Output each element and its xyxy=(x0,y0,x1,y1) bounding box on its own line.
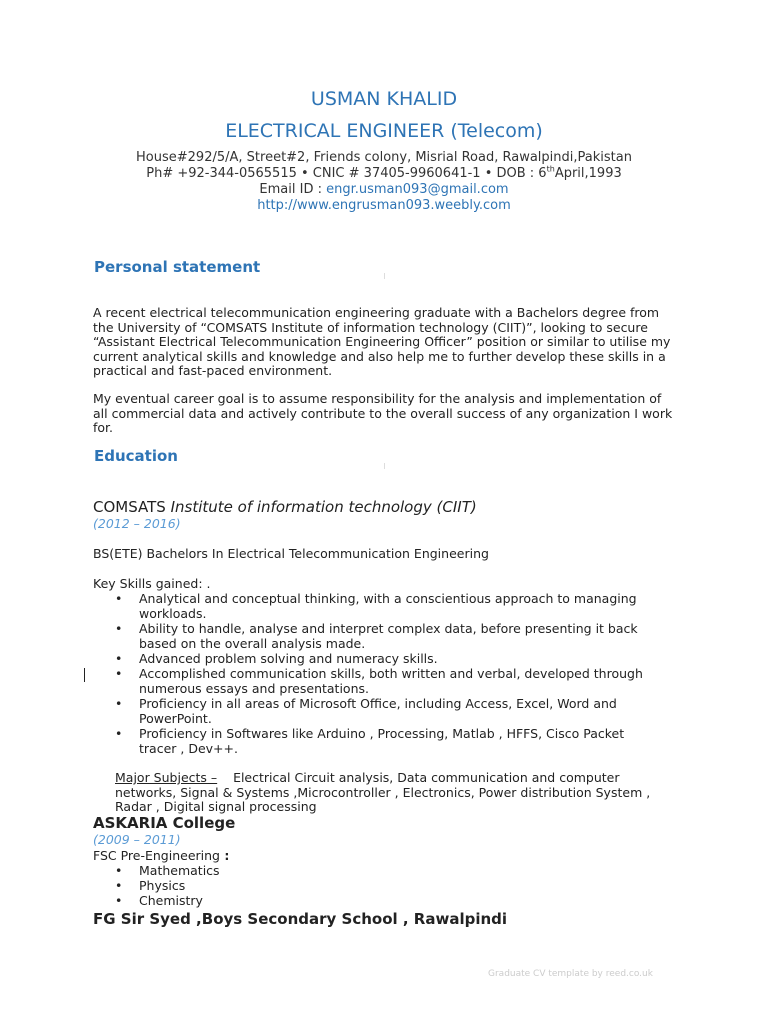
bullet-icon: • xyxy=(115,863,123,878)
separator-mark xyxy=(384,463,385,469)
email-label: Email ID : xyxy=(259,182,327,197)
key-skills-list xyxy=(93,591,653,756)
phone-cnic-dob-line xyxy=(0,166,768,182)
list-item xyxy=(93,666,653,696)
list-item xyxy=(93,863,653,878)
bullet-icon: • xyxy=(115,726,123,741)
askaria-subjects-list xyxy=(93,863,653,908)
askaria-program xyxy=(93,848,229,863)
askaria-institution: ASKARIA College xyxy=(93,814,236,832)
subject-text: Physics xyxy=(139,878,186,893)
list-item xyxy=(93,696,653,726)
askaria-program-name: FSC Pre-Engineering xyxy=(93,848,220,863)
subject-text: Mathematics xyxy=(139,863,220,878)
skill-text: Analytical and conceptual thinking, with a conscientious approach to managing workloads. xyxy=(139,591,637,621)
bullet-icon: • xyxy=(115,878,123,893)
list-item xyxy=(93,591,653,621)
personal-statement-heading: Personal statement xyxy=(94,258,261,276)
bullet-icon: • xyxy=(115,666,123,681)
list-item xyxy=(93,621,653,651)
template-credit-footer: Graduate CV template by reed.co.uk xyxy=(488,969,653,979)
cv-header xyxy=(0,86,768,214)
skill-text: Accomplished communication skills, both written and verbal, developed through numerous essays and presentations. xyxy=(139,666,643,696)
candidate-name: USMAN KHALID xyxy=(310,88,458,110)
comsats-years: (2012 – 2016) xyxy=(93,516,181,531)
bullet-icon: • xyxy=(115,591,123,606)
email-line xyxy=(0,182,768,198)
bullet-icon: • xyxy=(115,893,123,908)
dob-superscript: th xyxy=(546,164,555,174)
list-item xyxy=(93,651,653,666)
skill-text: Proficiency in all areas of Microsoft Office, including Access, Excel, Word and PowerPoint. xyxy=(139,696,617,726)
subject-text: Chemistry xyxy=(139,893,203,908)
text-cursor xyxy=(84,668,85,682)
list-item xyxy=(93,893,653,908)
bullet-icon: • xyxy=(115,651,123,666)
comsats-degree: BS(ETE) Bachelors In Electrical Telecommunication Engineering xyxy=(93,546,489,561)
key-skills-label: Key Skills gained: . xyxy=(93,576,211,591)
website-line xyxy=(0,198,768,214)
askaria-years: (2009 – 2011) xyxy=(93,832,181,847)
skill-text: Advanced problem solving and numeracy skills. xyxy=(139,651,438,666)
skill-text: Proficiency in Softwares like Arduino , Processing, Matlab , HFFS, Cisco Packet tracer , Dev++. xyxy=(139,726,625,756)
list-item xyxy=(93,726,653,756)
bullet-icon: • xyxy=(115,696,123,711)
personal-statement-paragraph-1: A recent electrical telecommunication engineering graduate with a Bachelors degree from the University of “COMSATS Institute of information technology (CIIT)”, looking to secure “Assistant Electrical Telecommunication Engineering Officer” position or similar to utilise my current analytical skills and knowledge and also help me to further develop these skills in a practical and fast-paced environment. xyxy=(93,305,671,378)
dob-rest: April,1993 xyxy=(554,166,622,181)
bullet-icon: • xyxy=(115,621,123,636)
comsats-name: COMSATS xyxy=(93,498,171,516)
separator-mark xyxy=(384,273,385,279)
education-heading: Education xyxy=(94,447,178,465)
phone-cnic-dob-text: Ph# +92-344-0565515 • CNIC # 37405-9960641-1 • DOB : 6 xyxy=(146,166,547,181)
skill-text: Ability to handle, analyse and interpret complex data, before presenting it back based on the overall analysis made. xyxy=(139,621,638,651)
personal-statement-paragraph-2: My eventual career goal is to assume responsibility for the analysis and implementation of all commercial data and actively contribute to the overall success of any organization I work for. xyxy=(93,391,673,435)
list-item xyxy=(93,878,653,893)
address-line: House#292/5/A, Street#2, Friends colony, Misrial Road, Rawalpindi,Pakistan xyxy=(136,150,632,165)
candidate-role: ELECTRICAL ENGINEER (Telecom) xyxy=(225,120,543,142)
email-link[interactable]: engr.usman093@gmail.com xyxy=(326,182,509,197)
comsats-institution xyxy=(93,498,477,516)
askaria-program-colon: : xyxy=(220,848,230,863)
major-subjects xyxy=(115,771,675,815)
fg-school-institution: FG Sir Syed ,Boys Secondary School , Rawalpindi xyxy=(93,910,508,928)
website-link[interactable]: http://www.engrusman093.weebly.com xyxy=(257,198,511,213)
major-subjects-text: Electrical Circuit analysis, Data communication and computer networks, Signal & Systems ,Microcontroller , Electronics, Power distribution System , Radar , Digital signal processing xyxy=(115,770,651,814)
comsats-name-italic: Institute of information technology (CIIT) xyxy=(170,498,477,516)
major-subjects-label: Major Subjects – xyxy=(115,770,218,785)
